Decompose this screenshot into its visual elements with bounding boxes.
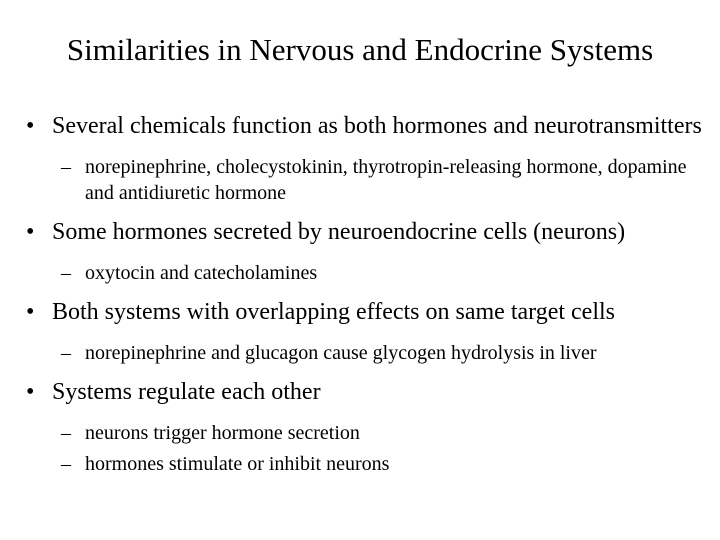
sub-bullet-text: neurons trigger hormone secretion [85,422,360,444]
sub-bullet-marker: – [61,156,71,178]
sub-bullet-text: norepinephrine, cholecystokinin, thyrotropin-releasing hormone, dopamine and antidiuretic hormone [85,156,687,204]
sub-bullet-list [61,154,716,206]
sub-bullet-text: oxytocin and catecholamines [85,262,318,284]
bullet-marker: • [26,299,35,325]
bullet-marker: • [26,219,35,245]
bullet-text: Several chemicals function as both hormones and neurotransmitters [52,113,702,139]
bullet-item [26,377,716,407]
slide-body [26,111,716,488]
bullet-marker: • [26,113,35,139]
sub-bullet-list [61,340,716,366]
bullet-item [26,217,716,247]
bullet-text: Systems regulate each other [52,379,321,405]
sub-bullet-marker: – [61,422,71,444]
bullet-text: Some hormones secreted by neuroendocrine cells (neurons) [52,219,626,245]
sub-bullet-marker: – [61,262,71,284]
sub-bullet-list [61,420,716,477]
bullet-text: Both systems with overlapping effects on same target cells [52,299,615,325]
sub-bullet-item [61,260,716,286]
slide-title: Similarities in Nervous and Endocrine Systems [66,32,654,67]
sub-bullet-marker: – [61,342,71,364]
bullet-item [26,297,716,327]
sub-bullet-marker: – [61,453,71,475]
sub-bullet-item [61,340,716,366]
sub-bullet-list [61,260,716,286]
bullet-marker: • [26,379,35,405]
bullet-item [26,111,716,141]
sub-bullet-item [61,154,716,206]
sub-bullet-item [61,451,716,477]
sub-bullet-text: hormones stimulate or inhibit neurons [85,453,390,475]
sub-bullet-item [61,420,716,446]
sub-bullet-text: norepinephrine and glucagon cause glycogen hydrolysis in liver [85,342,597,364]
